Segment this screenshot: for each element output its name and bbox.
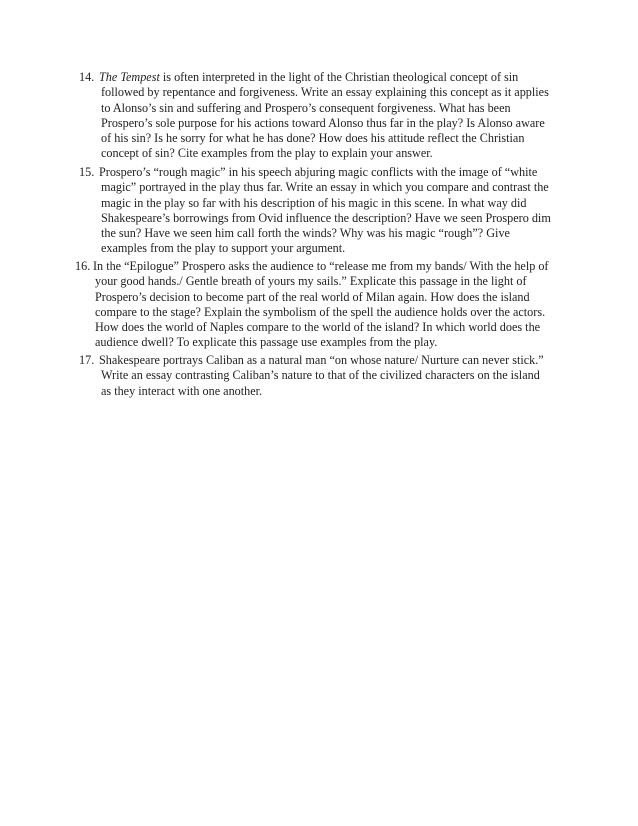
question-line: How does the world of Naples compare to the world of the island? In which world does the <box>95 320 541 335</box>
question-line: your good hands./ Gentle breath of yours my sails.” Explicate this passage in the light of <box>95 274 527 289</box>
question-line: of his sin? Is he sorry for what he has done? How does his attitude reflect the Christian <box>101 131 525 146</box>
question-line: magic” portrayed in the play thus far. Write an essay in which you compare and contrast the <box>101 180 549 195</box>
question-line: concept of sin? Cite examples from the play to explain your answer. <box>101 146 433 161</box>
question-number: 15. <box>79 165 95 179</box>
question-line: compare to the stage? Explain the symbolism of the spell the audience holds over the actors. <box>95 304 546 319</box>
question-14 <box>74 70 574 162</box>
question-line: Prospero’s decision to become part of the real world of Milan again. How does the island <box>95 289 530 304</box>
question-line: examples from the play to support your argument. <box>101 241 346 256</box>
question-text <box>99 70 574 162</box>
question-15 <box>74 165 574 257</box>
question-line: Prospero’s “rough magic” in his speech abjuring magic conflicts with the image of “white <box>99 165 538 179</box>
question-number: 17. <box>79 353 95 367</box>
question-line: as they interact with one another. <box>101 383 263 398</box>
question-17 <box>74 353 574 399</box>
question-16 <box>75 259 575 351</box>
question-text <box>99 165 574 257</box>
question-line: Shakespeare’s borrowings from Ovid influence the description? Have we seen Prospero dim <box>101 210 551 225</box>
question-line: the sun? Have we seen him call forth the winds? Why was his magic “rough”? Give <box>101 226 510 241</box>
question-number: 16. <box>75 259 91 273</box>
question-line: magic in the play so far with his description of his magic in this scene. In what way did <box>101 195 527 210</box>
question-text <box>99 353 574 399</box>
question-line: to Alonso’s sin and suffering and Prospero’s consequent forgiveness. What has been <box>101 100 511 115</box>
question-line <box>99 70 574 85</box>
question-line: Shakespeare portrays Caliban as a natural man “on whose nature/ Nurture can never stick.” <box>99 353 544 367</box>
question-line: In the “Epilogue” Prospero asks the audience to “release me from my bands/ With the help of <box>93 259 549 273</box>
question-line: Prospero’s sole purpose for his actions toward Alonso thus far in the play? Is Alonso aware <box>101 115 545 130</box>
question-line: Write an essay contrasting Caliban’s nature to that of the civilized characters on the island <box>101 368 540 383</box>
play-title-italic: The Tempest <box>99 70 160 84</box>
question-line: followed by repentance and forgiveness. Write an essay explaining this concept as it applies <box>101 85 549 100</box>
question-line: audience dwell? To explicate this passage use examples from the play. <box>95 335 438 350</box>
question-text <box>93 259 575 351</box>
question-number: 14. <box>79 70 95 84</box>
question-line-text: is often interpreted in the light of the Christian theological concept of sin <box>159 70 519 84</box>
